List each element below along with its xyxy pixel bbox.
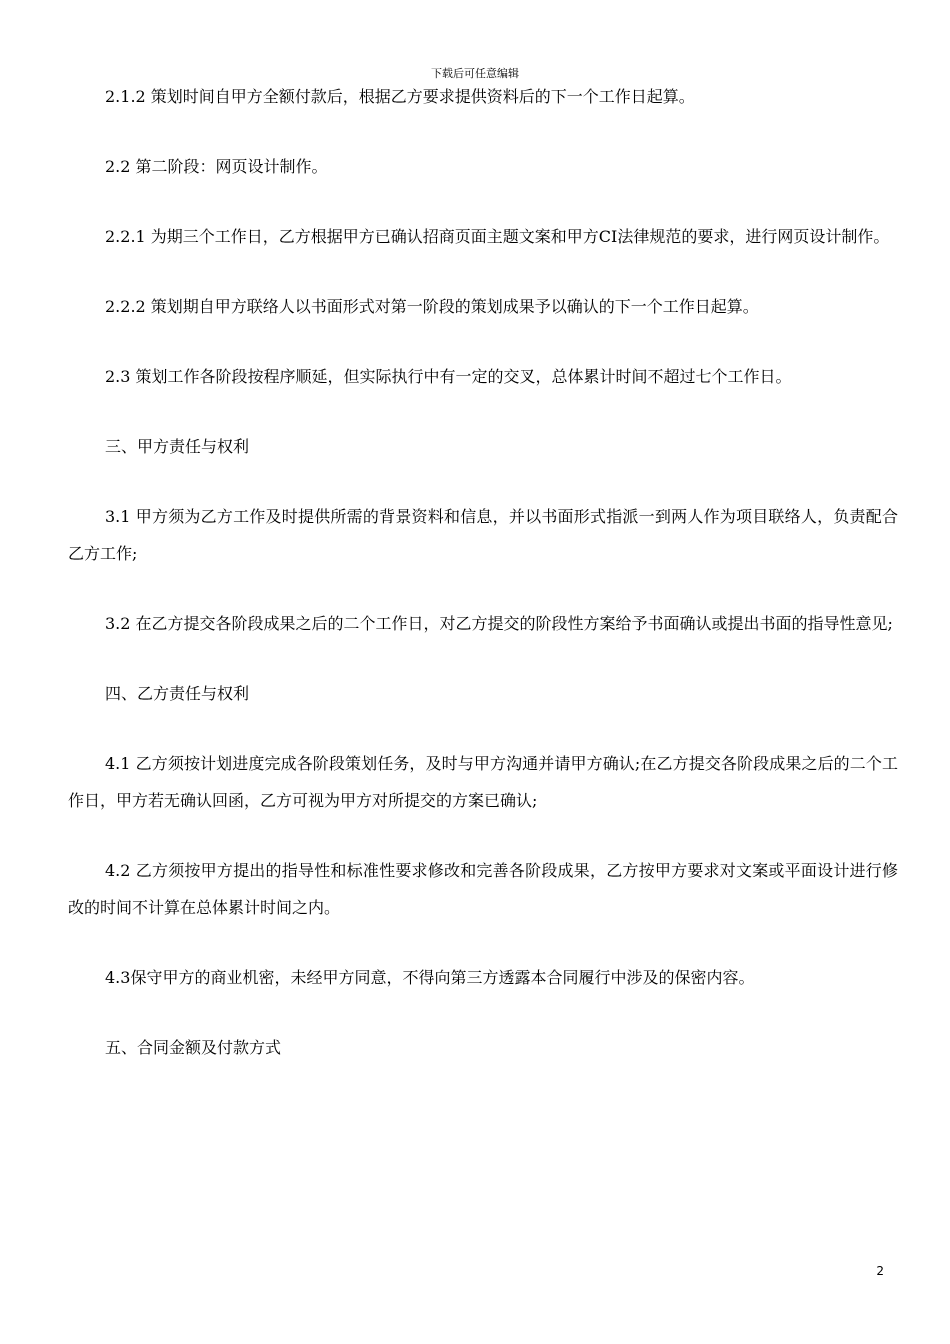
- paragraph-2-2-1: 2.2.1 为期三个工作日，乙方根据甲方已确认招商页面主题文案和甲方CI法律规范的要求，进行网页设计制作。: [105, 227, 890, 246]
- paragraph-4-1: 4.1 乙方须按计划进度完成各阶段策划任务，及时与甲方沟通并请甲方确认;在乙方提交各阶段成果之后的二个工作日，甲方若无确认回函，乙方可视为甲方对所提交的方案已确认;: [68, 754, 898, 810]
- paragraph-3-1: 3.1 甲方须为乙方工作及时提供所需的背景资料和信息，并以书面形式指派一到两人作为项目联络人，负责配合乙方工作;: [68, 507, 898, 563]
- paragraph-2-2: 2.2 第二阶段：网页设计制作。: [105, 157, 328, 176]
- section-heading-3: 三、甲方责任与权利: [105, 437, 250, 456]
- document-body: [68, 78, 898, 1099]
- paragraph-2-2-2: 2.2.2 策划期自甲方联络人以书面形式对第一阶段的策划成果予以确认的下一个工作日起算。: [105, 297, 759, 316]
- paragraph-3-2: 3.2 在乙方提交各阶段成果之后的二个工作日，对乙方提交的阶段性方案给予书面确认或提出书面的指导性意见;: [105, 614, 893, 633]
- page-number: 2: [876, 1264, 884, 1278]
- paragraph-4-2: 4.2 乙方须按甲方提出的指导性和标准性要求修改和完善各阶段成果，乙方按甲方要求对文案或平面设计进行修改的时间不计算在总体累计时间之内。: [68, 861, 898, 917]
- section-heading-4: 四、乙方责任与权利: [105, 684, 250, 703]
- paragraph-4-3: 4.3保守甲方的商业机密，未经甲方同意，不得向第三方透露本合同履行中涉及的保密内容。: [105, 968, 755, 987]
- header-note: 下载后可任意编辑: [431, 67, 519, 80]
- paragraph-2-3: 2.3 策划工作各阶段按程序顺延，但实际执行中有一定的交叉，总体累计时间不超过七个工作日。: [105, 367, 792, 386]
- section-heading-5: 五、合同金额及付款方式: [105, 1038, 282, 1057]
- paragraph-2-1-2: 2.1.2 策划时间自甲方全额付款后，根据乙方要求提供资料后的下一个工作日起算。: [105, 87, 695, 106]
